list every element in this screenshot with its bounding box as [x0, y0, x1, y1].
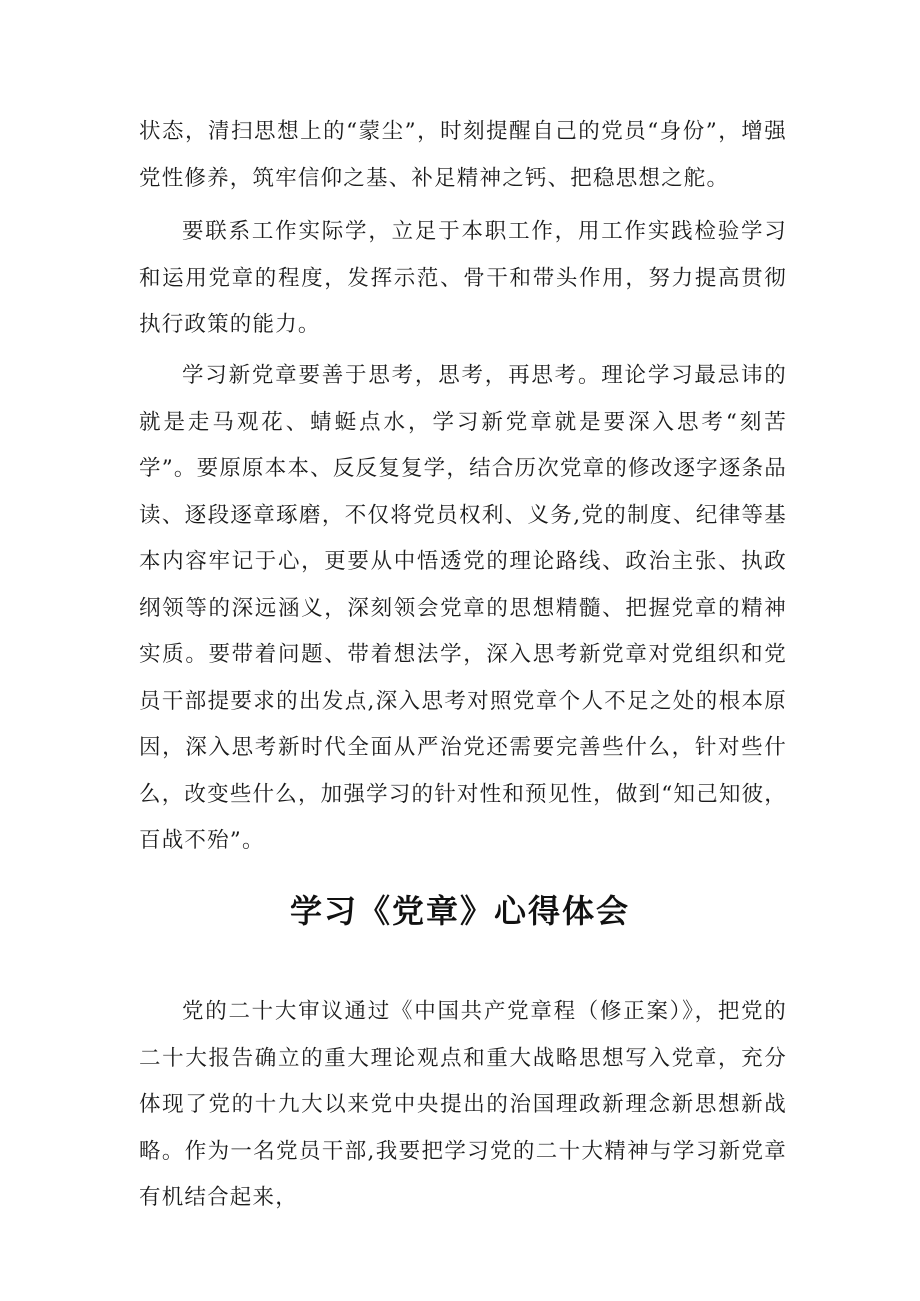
- paragraph-twentieth-congress: 党的二十大审议通过《中国共产党章程（修正案）》，把党的二十大报告确立的重大理论观点和重大战略思想写入党章，充分体现了党的十九大以来党中央提出的治国理政新理念新思想新战略。作为一名党员干部,我要把学习党的二十大精神与学习新党章有机结合起来，: [139, 999, 787, 1210]
- paragraph-work-practice: 要联系工作实际学，立足于本职工作，用工作实践检验学习和运用党章的程度，发挥示范、骨干和带头作用，努力提高贯彻执行政策的能力。: [139, 219, 787, 337]
- section-title: 学习《党章》心得体会: [289, 892, 630, 930]
- paragraph-thinking: 学习新党章要善于思考，思考，再思考。理论学习最忌讳的就是走马观花、蜻蜓点水，学习新党章就是要深入思考“刻苦学”。要原原本本、反反复复学，结合历次党章的修改逐字逐条品读、逐段逐章琢磨，不仅将党员权利、义务,党的制度、纪律等基本内容牢记于心，更要从中悟透党的理论路线、政治主张、执政纲领等的深远涵义，深刻领会党章的思想精髓、把握党章的精神实质。要带着问题、带着想法学，深入思考新党章对党组织和党员干部提要求的出发点,深入思考对照党章个人不足之处的根本原因，深入思考新时代全面从严治党还需要完善些什么，针对些什么，改变些什么，加强学习的针对性和预见性，做到“知己知彼，百战不殆”。: [139, 363, 787, 853]
- paragraph-continued: 状态，清扫思想上的“蒙尘”，时刻提醒自己的党员“身份”，增强党性修养，筑牢信仰之基、补足精神之钙、把稳思想之舵。: [139, 119, 787, 191]
